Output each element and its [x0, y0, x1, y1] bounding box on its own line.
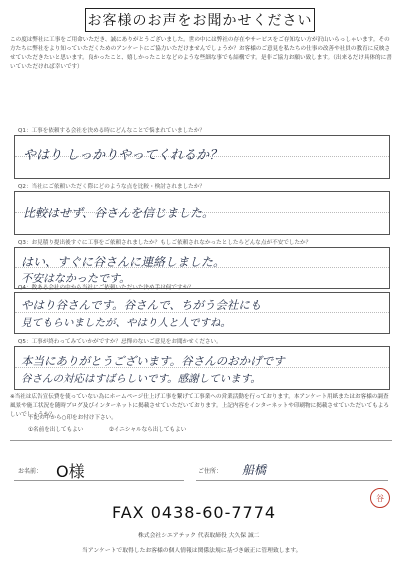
answer-box-4: [14, 292, 390, 334]
name-underline: [14, 480, 184, 481]
question-4: Q4：数ある会社の中から当社にご依頼いただいた決め手は何ですか？: [18, 285, 194, 291]
answer-4-line-1: やはり谷さんです。谷さんで、ちがう会社にも: [21, 298, 262, 312]
question-2: Q2：当社にご依頼いただく際にどのような点を比較・検討されましたか？: [18, 184, 205, 190]
question-1: Q1：工事を依頼する会社を決める時にどんなことで悩まれていましたか？: [18, 128, 205, 134]
intro-text: この度は弊社に工事をご用命いただき、誠にありがとうございました。世の中には弊社の存在やサービスをご存知ない方が沢山いらっしゃいます。その方たちに弊社をより知っていただくためのアンケートにご協力いただけませんでしょうか？お客様のご意見を私たちの仕事の改善や社員の教育に反映させていただきたいと思います。良かったこと、嬉しかったことなどのような些細な事でも結構です。是非ご協力お願い致します。（出来るだけ具体的に書いていただければ幸いです）: [10, 37, 392, 70]
answer-2-line-1: 比較はせず、谷さんを信じました。: [23, 206, 215, 220]
answer-box-5: [14, 346, 390, 390]
survey-title-box: [85, 8, 315, 32]
answer-5-line-1: 本当にありがとうございます。谷さんのおかげです: [21, 354, 285, 368]
address-label: ご住所：: [198, 468, 223, 475]
choice-options: [28, 425, 186, 433]
consent-text: ※当社は広告宣伝費を使っていない為にホームページ仕上げ工事を繋げて工事業への営業活動を行っております。本アンケート用紙またはお客様の調査風景や施工状況を随時ブログ及びインターネットに掲載させていただいております。上記内容をインターネットや印刷物に掲載させていただいてもよろしいでしょうか？: [10, 394, 389, 418]
survey-title: お客様のお声をお聞かせください: [87, 13, 313, 29]
question-5: Q5：工事が終わってみていかがですか？忌憚のないご意見をお聞かせください。: [18, 339, 222, 345]
fax-number: FAX 0438-60-7774: [112, 503, 277, 522]
privacy-line: 当アンケートで取得したお客様の個人情報は関係法規に基づき厳正に管理致します。: [82, 548, 302, 554]
answer-5-line-2: 谷さんの対応はすばらしいです。感謝しています。: [21, 373, 261, 385]
answer-4-line-2: 見てもらいましたが、やはり人と人ですね。: [21, 317, 231, 329]
choice-2[interactable]: ②イニシャルなら出してもよい: [108, 427, 187, 433]
answer-1-line-1: やはり しっかりやってくれるか？: [23, 148, 223, 163]
seal-stamp: 谷: [370, 488, 390, 508]
question-3: Q3：お見積り提出後すぐに工事をご依頼されましたか？もしご依頼されなかったとしたらどんな点が不安でしたか？: [18, 240, 312, 246]
company-line: 株式会社シエアテック 代表取締役 大久保 誠二: [138, 533, 260, 539]
name-label: お名前：: [18, 468, 43, 475]
answer-3-line-1: はい、すぐに谷さんに連絡しました。: [21, 255, 226, 269]
answer-box-1: [14, 135, 390, 179]
choice-header: 下記の中から○印をお付け下さい。: [28, 415, 117, 421]
separator: [10, 440, 392, 441]
name-value: O様: [56, 462, 85, 481]
address-underline: [196, 480, 388, 481]
answer-box-2: [14, 191, 390, 235]
address-value: 船橋: [242, 463, 267, 477]
answer-3-line-2: 不安はなかったです。: [21, 272, 131, 285]
choice-1[interactable]: ①名前を出してもよい: [28, 427, 84, 433]
